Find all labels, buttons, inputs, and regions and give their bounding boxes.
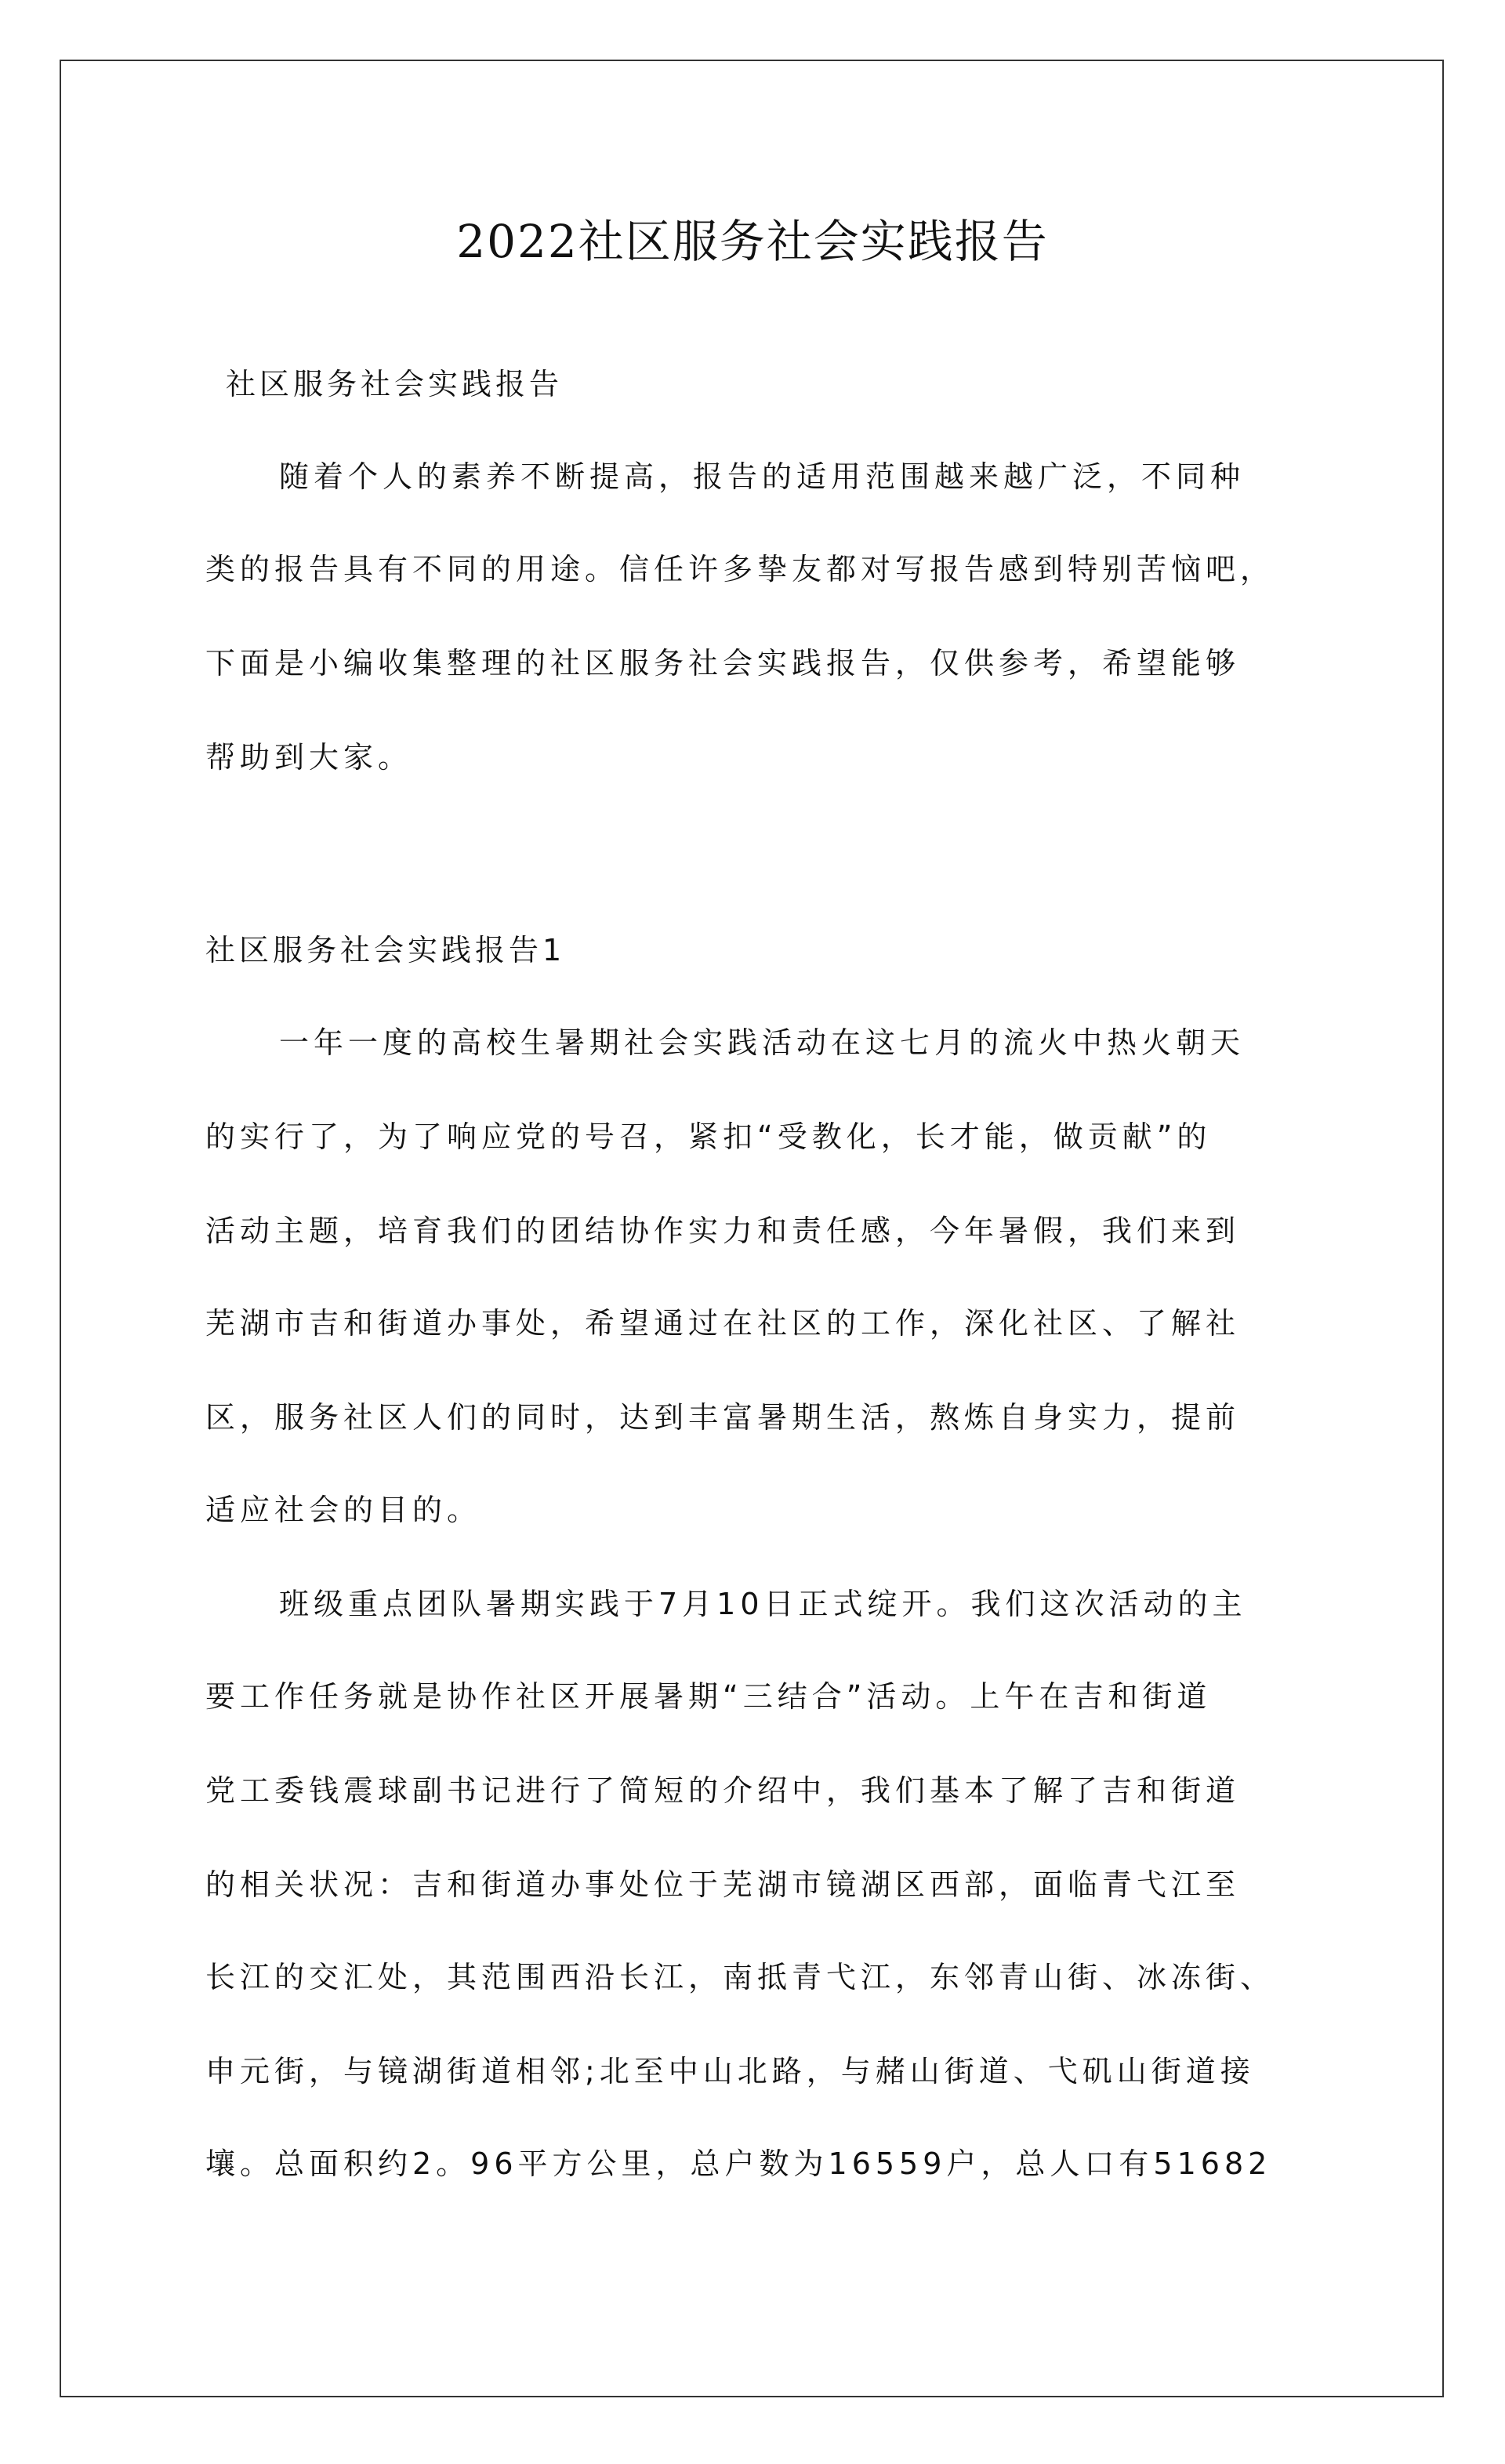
paragraph-line: 活动主题，培育我们的团结协作实力和责任感，今年暑假，我们来到	[205, 1214, 1241, 1248]
paragraph-line: 班级重点团队暑期实践于7月10日正式绽开。我们这次活动的主	[279, 1587, 1247, 1621]
intro-line: 随着个人的素养不断提高，报告的适用范围越来越广泛，不同种	[279, 459, 1246, 494]
document-title: 2022社区服务社会实践报告	[456, 215, 1049, 268]
paragraph-line: 的实行了，为了响应党的号召，紧扣“受教化，长才能，做贡献”的	[205, 1120, 1212, 1154]
paragraph-line: 要工作任务就是协作社区开展暑期“三结合”活动。上午在吉和街道	[205, 1679, 1212, 1714]
paragraph-line: 党工委钱震球副书记进行了简短的介绍中，我们基本了解了吉和街道	[205, 1773, 1241, 1808]
paragraph-line: 区，服务社区人们的同时，达到丰富暑期生活，熬炼自身实力，提前	[205, 1400, 1241, 1435]
document-subtitle: 社区服务社会实践报告	[226, 367, 564, 401]
paragraph-line: 适应社会的目的。	[205, 1493, 482, 1527]
paragraph-line: 长江的交汇处，其范围西沿长江，南抵青弋江，东邻青山街、冰冻街、	[205, 1960, 1275, 1994]
paragraph-line: 壤。总面积约2。96平方公里，总户数为16559户，总人口有51682	[205, 2146, 1272, 2181]
paragraph-line: 一年一度的高校生暑期社会实践活动在这七月的流火中热火朝天	[279, 1025, 1246, 1060]
section-heading: 社区服务社会实践报告1	[205, 933, 566, 967]
intro-line: 下面是小编收集整理的社区服务社会实践报告，仅供参考，希望能够	[205, 646, 1241, 680]
intro-line: 类的报告具有不同的用途。信任许多挚友都对写报告感到特别苦恼吧，	[205, 552, 1275, 586]
paragraph-line: 芜湖市吉和街道办事处，希望通过在社区的工作，深化社区、了解社	[205, 1306, 1241, 1341]
paragraph-line: 申元街，与镜湖街道相邻;北至中山北路，与赭山街道、弋矶山街道接	[205, 2054, 1255, 2088]
intro-line: 帮助到大家。	[205, 740, 413, 775]
paragraph-line: 的相关状况：吉和街道办事处位于芜湖市镜湖区西部，面临青弋江至	[205, 1867, 1241, 1902]
